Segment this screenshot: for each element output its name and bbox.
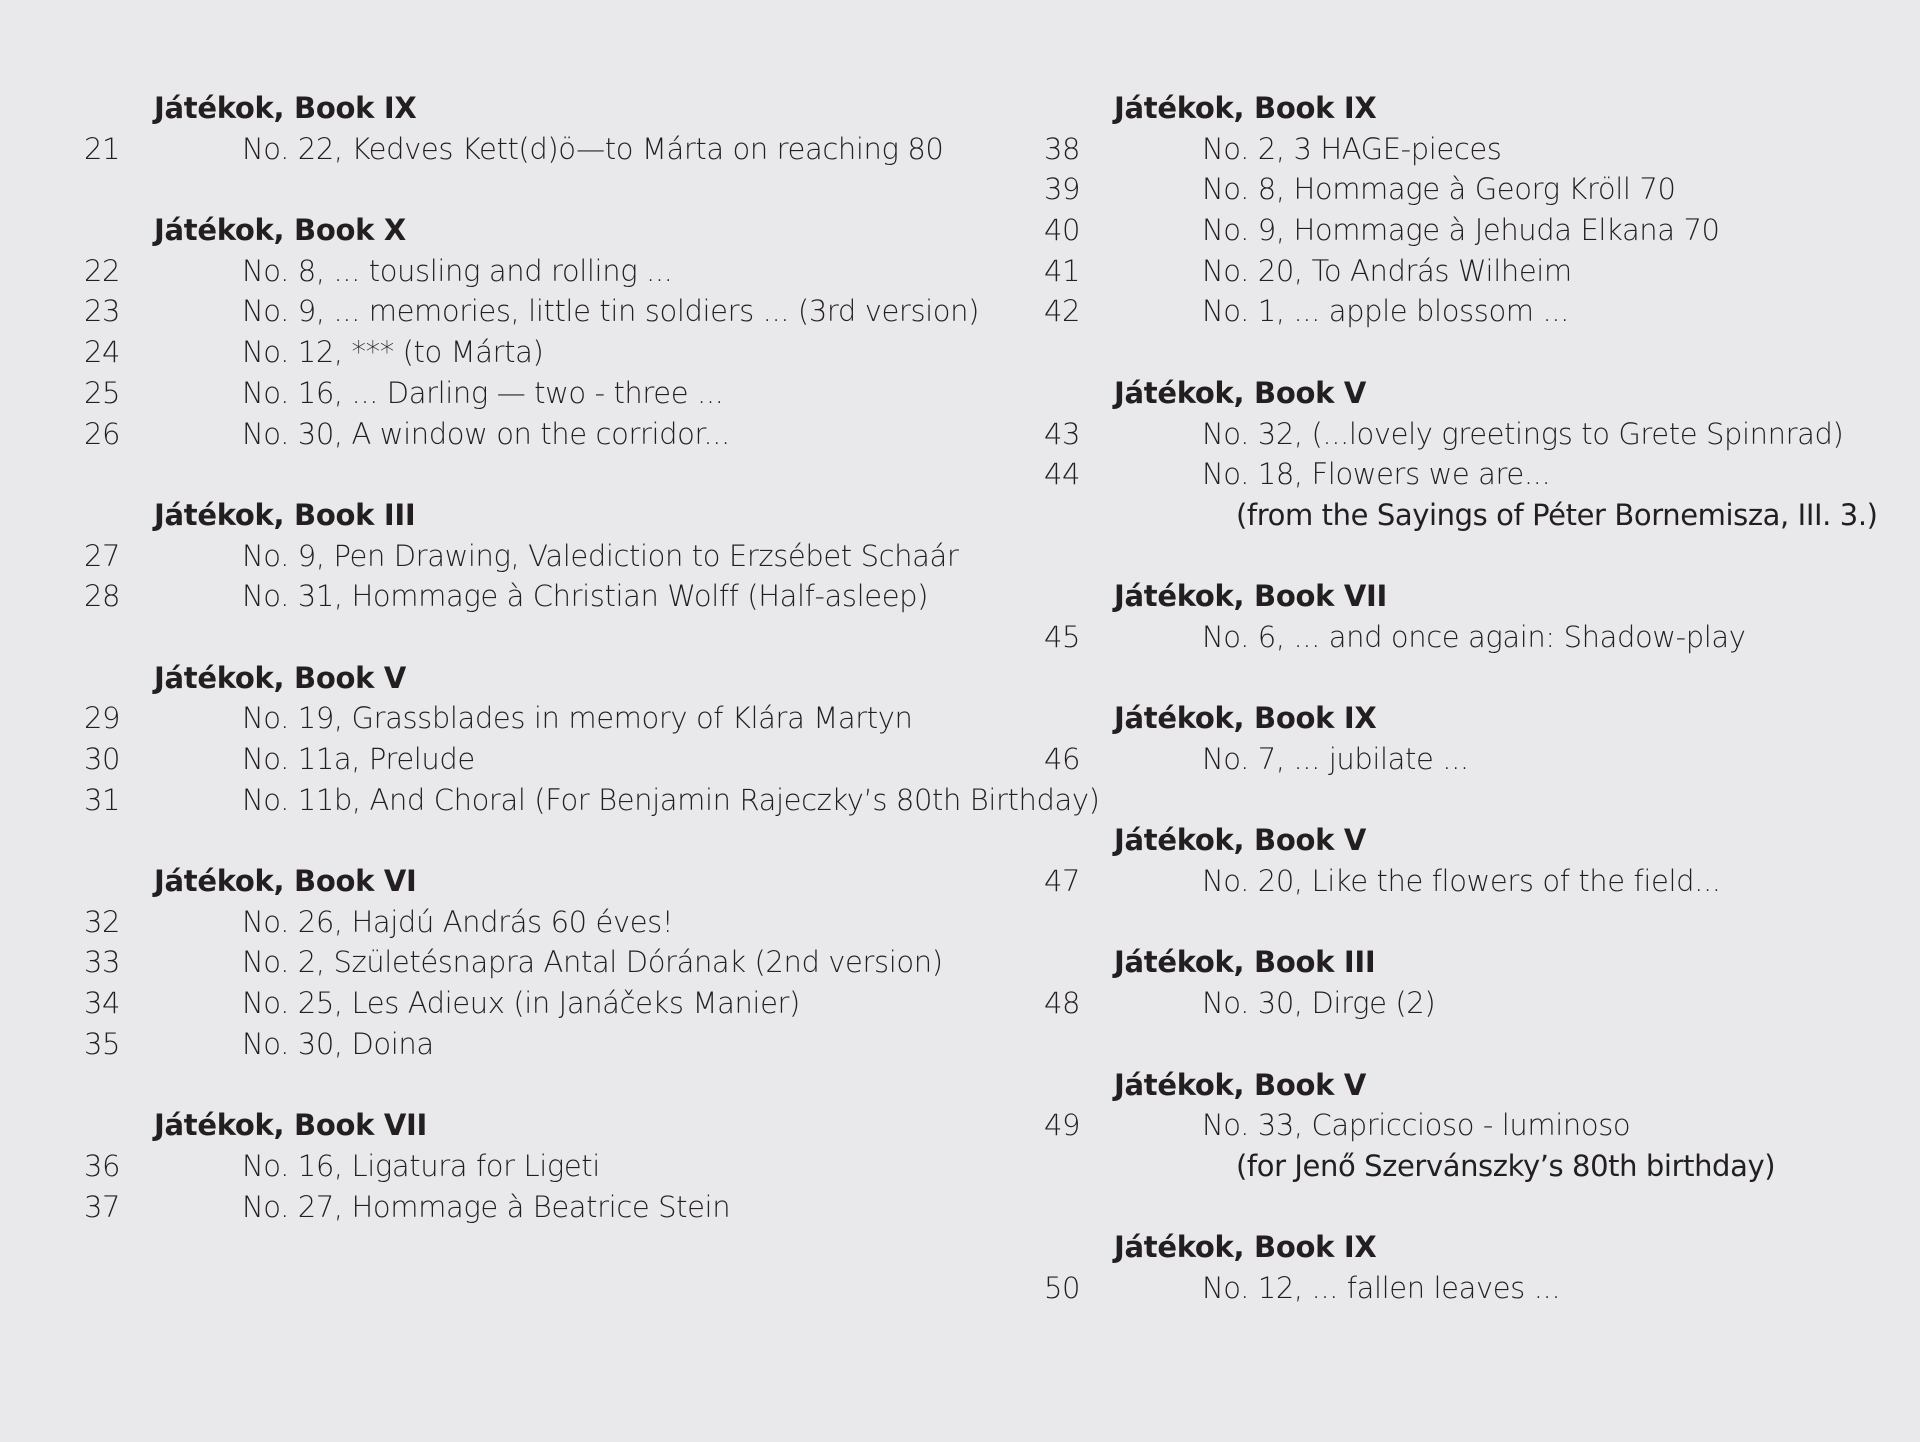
track-title: No. 8, Hommage à Georg Kröll 70 (1202, 172, 1676, 207)
book-title: Játékok, Book IX (1114, 91, 1377, 125)
book-title: Játékok, Book VII (1114, 579, 1387, 614)
track-title: No. 16, ... Darling — two - three ... (242, 375, 724, 410)
track-number: 50 (1044, 1270, 1081, 1305)
track-title: No. 30, A window on the corridor... (242, 416, 730, 451)
track-row (1044, 983, 1894, 1024)
track-row (1044, 251, 1894, 292)
track-row (84, 1146, 1014, 1187)
track-number: 44 (1044, 457, 1081, 492)
book-section (1044, 1227, 1894, 1308)
book-title: Játékok, Book X (154, 213, 406, 248)
book-section (1044, 698, 1894, 779)
track-title: No. 9, ... memories, little tin soldiers ... (3rd version) (242, 294, 980, 329)
track-title: No. 30, Dirge (2) (1202, 986, 1436, 1021)
track-number: 35 (84, 1026, 121, 1061)
track-number: 43 (1044, 416, 1081, 451)
book-section (1044, 820, 1894, 901)
book-section (1044, 576, 1894, 657)
track-title: No. 12, *** (to Márta) (242, 335, 544, 370)
track-row (1044, 210, 1894, 251)
track-number: 33 (84, 945, 121, 980)
track-title: No. 27, Hommage à Beatrice Stein (242, 1189, 731, 1224)
track-title: No. 6, ... and once again: Shadow-play (1202, 619, 1746, 654)
track-number: 48 (1044, 986, 1081, 1021)
track-row (84, 780, 1100, 821)
track-title: No. 11b, And Choral (For Benjamin Rajeczky’s 80th Birthday) (242, 782, 1100, 817)
track-number: 34 (84, 986, 121, 1021)
book-section (1044, 1065, 1894, 1187)
book-title: Játékok, Book III (154, 497, 416, 532)
track-title: No. 32, (...lovely greetings to Grete Spinnrad) (1202, 416, 1844, 451)
book-title: Játékok, Book V (1114, 375, 1366, 410)
track-number: 30 (84, 742, 121, 776)
track-subtitle: (from the Sayings of Péter Bornemisza, III. 3.) (1236, 497, 1878, 532)
book-title: Játékok, Book III (1114, 945, 1376, 980)
track-row (84, 291, 1014, 332)
track-row (1044, 1268, 1894, 1309)
track-row (1044, 414, 1894, 455)
track-title: No. 7, ... jubilate ... (1202, 742, 1469, 776)
track-number: 31 (84, 782, 121, 817)
track-number: 39 (1044, 172, 1081, 207)
track-title: No. 16, Ligatura for Ligeti (242, 1148, 600, 1183)
book-title: Játékok, Book VII (154, 1108, 427, 1143)
book-title: Játékok, Book IX (1114, 1230, 1377, 1265)
track-number: 24 (84, 335, 121, 370)
track-number: 29 (84, 701, 121, 736)
track-title: No. 31, Hommage à Christian Wolff (Half-asleep) (242, 579, 929, 614)
tracklist-right-column (1044, 88, 1894, 1349)
track-title: No. 2, 3 HAGE-pieces (1202, 131, 1502, 166)
track-row (84, 698, 1014, 739)
track-title: No. 2, Születésnapra Antal Dórának (2nd version) (242, 945, 943, 980)
track-row (1044, 739, 1894, 780)
track-number: 23 (84, 294, 121, 329)
track-title: No. 26, Hajdú András 60 éves! (242, 904, 674, 939)
book-title: Játékok, Book V (154, 660, 406, 695)
track-title: No. 11a, Prelude (242, 742, 475, 776)
track-row (1044, 291, 1894, 332)
track-row (84, 983, 1014, 1024)
track-row (1044, 861, 1894, 902)
track-number: 22 (84, 253, 121, 288)
track-row (84, 1024, 1014, 1065)
track-title: No. 30, Doina (242, 1026, 434, 1061)
track-row (1044, 617, 1894, 658)
track-number: 32 (84, 904, 121, 939)
track-row (84, 1187, 1014, 1228)
track-number: 45 (1044, 619, 1081, 654)
book-section (1044, 88, 1894, 332)
track-title: No. 20, To András Wilheim (1202, 253, 1572, 288)
track-number: 49 (1044, 1108, 1081, 1143)
track-row (84, 332, 1014, 373)
track-title: No. 12, ... fallen leaves ... (1202, 1270, 1561, 1305)
track-row (84, 129, 1014, 170)
track-row (84, 902, 1014, 943)
book-section (84, 861, 1014, 1064)
book-section (84, 495, 1014, 617)
track-number: 37 (84, 1189, 121, 1224)
track-number: 42 (1044, 294, 1081, 329)
book-section (84, 88, 1014, 169)
book-title: Játékok, Book IX (154, 91, 417, 125)
track-title: No. 25, Les Adieux (in Janáčeks Manier) (242, 986, 800, 1021)
track-title: No. 18, Flowers we are... (1202, 457, 1551, 492)
track-title: No. 9, Hommage à Jehuda Elkana 70 (1202, 213, 1720, 248)
track-title: No. 1, ... apple blossom ... (1202, 294, 1569, 329)
book-title: Játékok, Book V (1114, 1067, 1366, 1102)
track-row (84, 739, 1014, 780)
track-number: 47 (1044, 864, 1081, 899)
track-number: 38 (1044, 131, 1081, 166)
track-row (84, 536, 1014, 577)
track-row (1044, 454, 1894, 495)
track-row (84, 251, 1014, 292)
track-number: 41 (1044, 253, 1081, 288)
track-title: No. 9, Pen Drawing, Valediction to Erzsébet Schaár (242, 538, 959, 573)
track-number: 28 (84, 579, 121, 614)
track-title: No. 19, Grassblades in memory of Klára Martyn (242, 701, 913, 736)
book-section (1044, 942, 1894, 1023)
track-row (1044, 1105, 1894, 1146)
track-number: 26 (84, 416, 121, 451)
book-title: Játékok, Book VI (154, 864, 417, 899)
track-number: 36 (84, 1148, 121, 1183)
track-row (1044, 169, 1894, 210)
track-number: 27 (84, 538, 121, 573)
track-subtitle: (for Jenő Szervánszky’s 80th birthday) (1236, 1148, 1776, 1183)
track-number: 25 (84, 375, 121, 410)
track-row (84, 942, 1014, 983)
track-row (84, 576, 1014, 617)
book-section (84, 1105, 1014, 1227)
track-title: No. 22, Kedves Kett(d)ö—to Márta on reaching 80 (242, 131, 944, 166)
track-number: 40 (1044, 213, 1081, 248)
book-section (84, 210, 1014, 454)
book-title: Játékok, Book V (1114, 823, 1366, 858)
track-row (84, 414, 1014, 455)
track-title: No. 8, ... tousling and rolling ... (242, 253, 673, 288)
track-title: No. 33, Capriccioso - luminoso (1202, 1108, 1631, 1143)
book-title: Játékok, Book IX (1114, 701, 1377, 736)
book-section (1044, 373, 1894, 536)
track-title: No. 20, Like the flowers of the field... (1202, 864, 1721, 899)
track-number: 46 (1044, 742, 1081, 776)
track-row (1044, 129, 1894, 170)
track-number: 21 (84, 131, 121, 166)
track-row (84, 373, 1014, 414)
